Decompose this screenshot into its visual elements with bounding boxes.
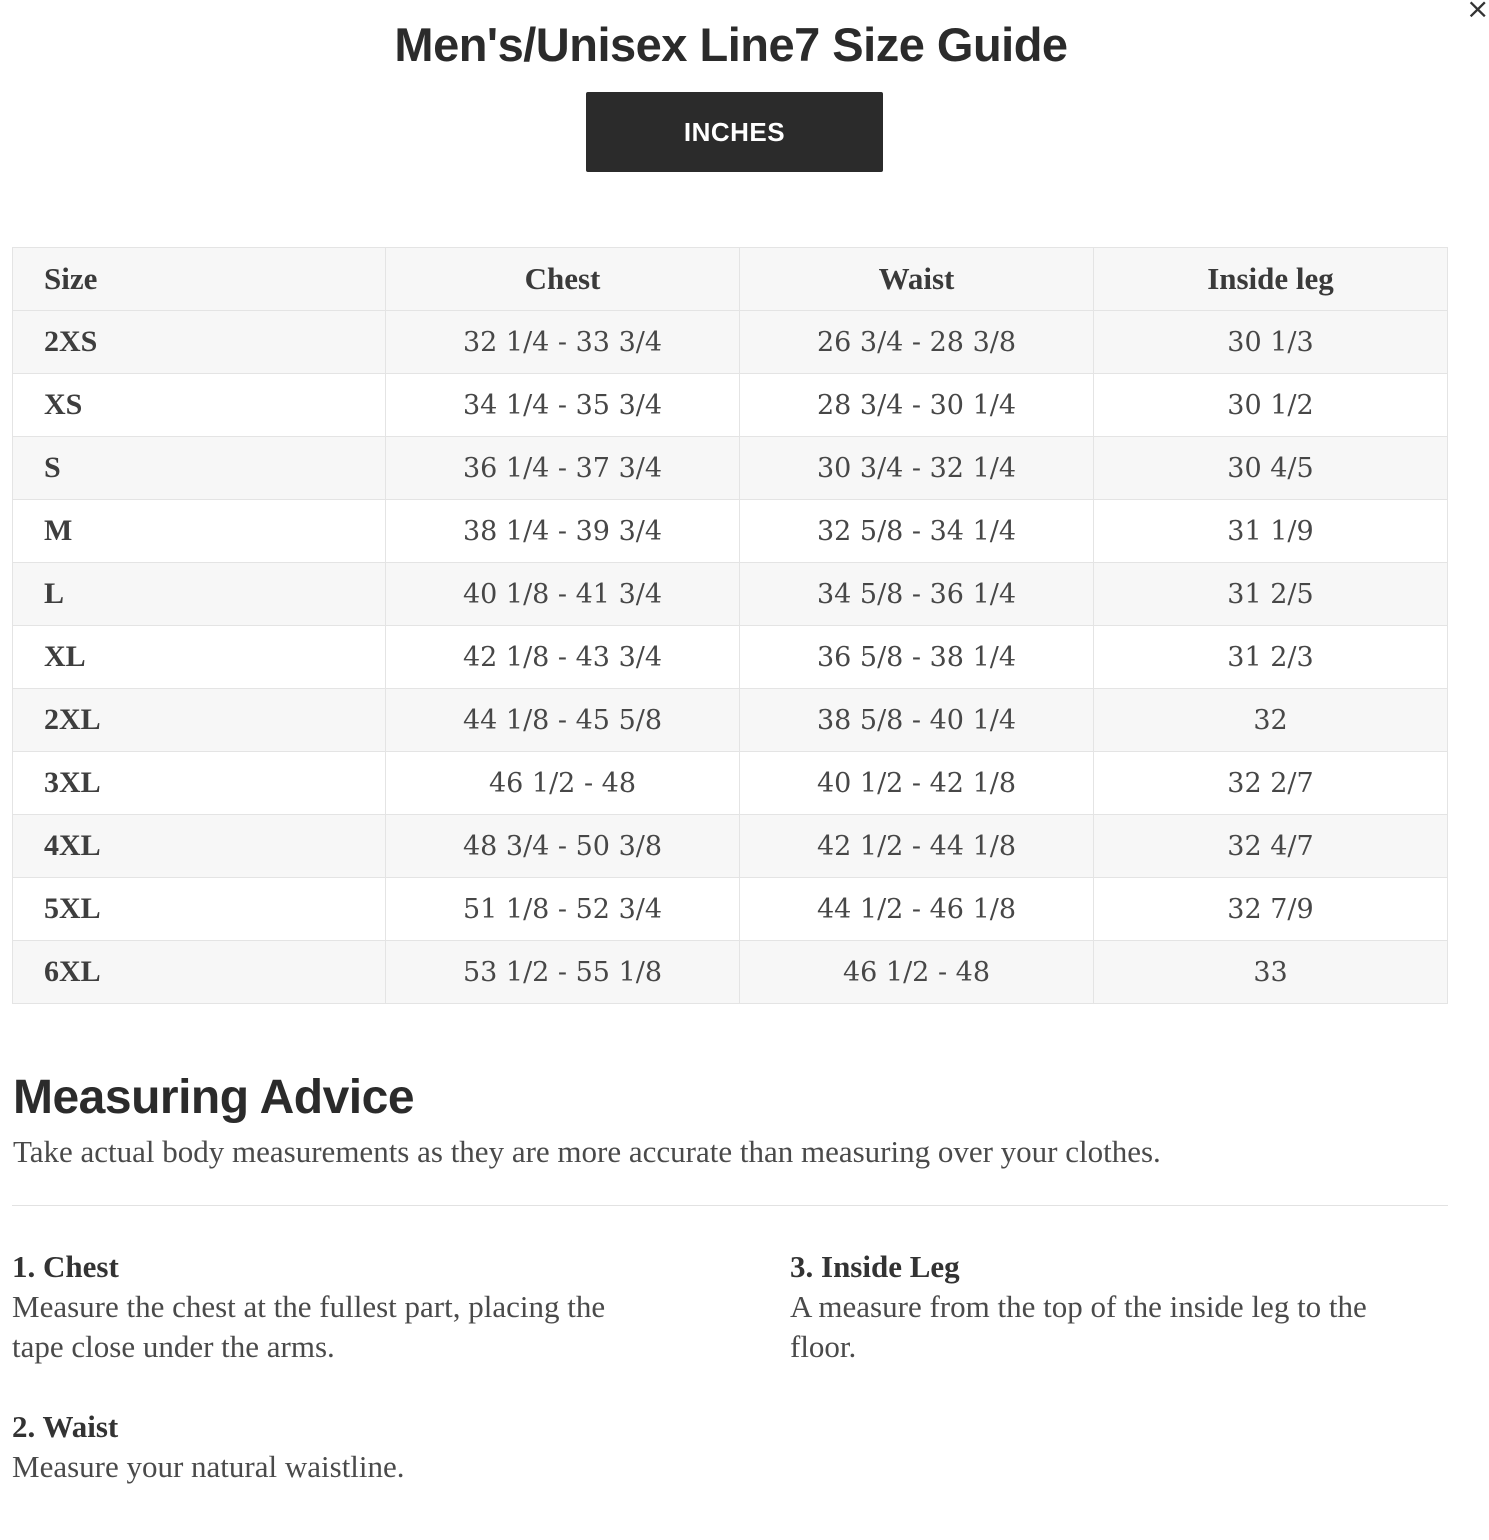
table-row <box>13 752 1448 815</box>
divider <box>12 1205 1448 1206</box>
inside-leg-cell: 32 7/9 <box>1094 878 1448 941</box>
unit-toggle-button[interactable]: INCHES <box>586 92 883 172</box>
column-header-inside-leg: Inside leg <box>1094 248 1448 311</box>
measuring-advice-intro: Take actual body measurements as they are more accurate than measuring over your clothes. <box>13 1134 1161 1169</box>
chest-cell: 38 1/4 - 39 3/4 <box>386 500 740 563</box>
chest-cell: 36 1/4 - 37 3/4 <box>386 437 740 500</box>
chest-cell: 42 1/8 - 43 3/4 <box>386 626 740 689</box>
size-cell: S <box>13 437 386 500</box>
column-header-size: Size <box>13 248 386 311</box>
waist-cell: 44 1/2 - 46 1/8 <box>740 878 1094 941</box>
advice-chest-text: Measure the chest at the fullest part, placing the tape close under the arms. <box>12 1289 606 1364</box>
waist-cell: 34 5/8 - 36 1/4 <box>740 563 1094 626</box>
size-cell: 3XL <box>13 752 386 815</box>
size-table <box>12 247 1448 1004</box>
column-header-waist: Waist <box>740 248 1094 311</box>
inside-leg-cell: 32 <box>1094 689 1448 752</box>
close-icon[interactable]: × <box>1466 0 1489 25</box>
advice-inside-leg-title: 3. Inside Leg <box>790 1249 960 1284</box>
size-cell: 5XL <box>13 878 386 941</box>
size-cell: XS <box>13 374 386 437</box>
inside-leg-cell: 31 1/9 <box>1094 500 1448 563</box>
table-row <box>13 878 1448 941</box>
advice-waist-text: Measure your natural waistline. <box>12 1449 405 1484</box>
chest-cell: 40 1/8 - 41 3/4 <box>386 563 740 626</box>
table-row <box>13 500 1448 563</box>
chest-cell: 44 1/8 - 45 5/8 <box>386 689 740 752</box>
table-row <box>13 437 1448 500</box>
advice-inside-leg <box>790 1247 1430 1367</box>
waist-cell: 28 3/4 - 30 1/4 <box>740 374 1094 437</box>
chest-cell: 34 1/4 - 35 3/4 <box>386 374 740 437</box>
page-title: Men's/Unisex Line7 Size Guide <box>394 18 1068 71</box>
waist-cell: 36 5/8 - 38 1/4 <box>740 626 1094 689</box>
waist-cell: 38 5/8 - 40 1/4 <box>740 689 1094 752</box>
size-cell: 4XL <box>13 815 386 878</box>
advice-chest <box>12 1247 662 1367</box>
chest-cell: 48 3/4 - 50 3/8 <box>386 815 740 878</box>
advice-waist <box>12 1407 662 1487</box>
table-row <box>13 563 1448 626</box>
advice-chest-title: 1. Chest <box>12 1249 119 1284</box>
table-row <box>13 941 1448 1004</box>
size-cell: L <box>13 563 386 626</box>
chest-cell: 53 1/2 - 55 1/8 <box>386 941 740 1004</box>
inside-leg-cell: 30 4/5 <box>1094 437 1448 500</box>
waist-cell: 40 1/2 - 42 1/8 <box>740 752 1094 815</box>
waist-cell: 42 1/2 - 44 1/8 <box>740 815 1094 878</box>
size-cell: M <box>13 500 386 563</box>
inside-leg-cell: 32 4/7 <box>1094 815 1448 878</box>
table-row <box>13 311 1448 374</box>
table-row <box>13 626 1448 689</box>
inside-leg-cell: 30 1/2 <box>1094 374 1448 437</box>
advice-inside-leg-text: A measure from the top of the inside leg to the floor. <box>790 1289 1367 1364</box>
waist-cell: 32 5/8 - 34 1/4 <box>740 500 1094 563</box>
measuring-advice-heading: Measuring Advice <box>13 1071 415 1124</box>
inside-leg-cell: 31 2/5 <box>1094 563 1448 626</box>
chest-cell: 46 1/2 - 48 <box>386 752 740 815</box>
waist-cell: 30 3/4 - 32 1/4 <box>740 437 1094 500</box>
inside-leg-cell: 33 <box>1094 941 1448 1004</box>
column-header-chest: Chest <box>386 248 740 311</box>
table-row <box>13 374 1448 437</box>
chest-cell: 51 1/8 - 52 3/4 <box>386 878 740 941</box>
inside-leg-cell: 31 2/3 <box>1094 626 1448 689</box>
waist-cell: 46 1/2 - 48 <box>740 941 1094 1004</box>
chest-cell: 32 1/4 - 33 3/4 <box>386 311 740 374</box>
inside-leg-cell: 32 2/7 <box>1094 752 1448 815</box>
waist-cell: 26 3/4 - 28 3/8 <box>740 311 1094 374</box>
size-cell: 6XL <box>13 941 386 1004</box>
table-header-row <box>13 248 1448 311</box>
size-cell: 2XL <box>13 689 386 752</box>
size-cell: XL <box>13 626 386 689</box>
advice-waist-title: 2. Waist <box>12 1409 119 1444</box>
size-cell: 2XS <box>13 311 386 374</box>
table-row <box>13 815 1448 878</box>
table-row <box>13 689 1448 752</box>
inside-leg-cell: 30 1/3 <box>1094 311 1448 374</box>
